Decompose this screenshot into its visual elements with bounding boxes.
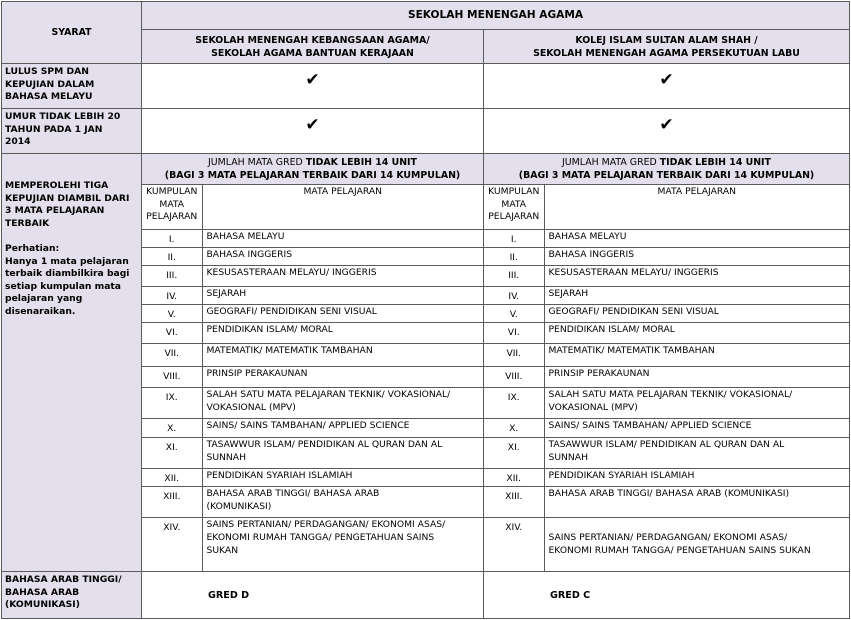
gred-rule-text: JUMLAH MATA GRED bbox=[562, 157, 660, 168]
subject-name bbox=[544, 322, 849, 343]
group-number: XII. bbox=[142, 468, 202, 486]
subject-name bbox=[202, 366, 483, 387]
subject-name bbox=[544, 343, 849, 366]
attention-line: pelajaran yang bbox=[5, 293, 83, 304]
subject-line: EKONOMI RUMAH TANGGA/ PENGETAHUAN SAINS SUKAN bbox=[548, 544, 811, 556]
subject-line: SUKAN bbox=[206, 544, 239, 556]
group-number: V. bbox=[142, 304, 202, 322]
requirements-table-page bbox=[1, 1, 849, 618]
gred-rule-text: JUMLAH MATA GRED bbox=[208, 157, 306, 168]
subject-name bbox=[202, 437, 483, 468]
group-number: I. bbox=[484, 229, 544, 247]
subject-row bbox=[484, 486, 849, 517]
subject-row bbox=[484, 517, 849, 571]
subject-row bbox=[142, 387, 483, 418]
school-type-2-line: SEKOLAH MENENGAH AGAMA PERSEKUTUAN LABU bbox=[533, 47, 800, 59]
kumpulan-header-line: MATA bbox=[501, 198, 527, 210]
subject-row bbox=[484, 343, 849, 366]
group-number: IX. bbox=[484, 387, 544, 418]
subject-line: BAHASA INGGERIS bbox=[548, 248, 635, 260]
subject-line: SAINS/ SAINS TAMBAHAN/ APPLIED SCIENCE bbox=[206, 419, 410, 431]
subject-line: MATEMATIK/ MATEMATIK TAMBAHAN bbox=[548, 344, 715, 356]
arabic-grade-col2: GRED C bbox=[484, 572, 850, 619]
spm-check-col2: ✔ bbox=[484, 64, 850, 109]
subject-row bbox=[142, 286, 483, 304]
group-number: VIII. bbox=[484, 366, 544, 387]
kumpulan-header-line: PELAJARAN bbox=[488, 211, 540, 222]
subject-line: PRINSIP PERAKAUNAN bbox=[206, 367, 308, 379]
group-number: VIII. bbox=[142, 366, 202, 387]
group-number: IX. bbox=[142, 387, 202, 418]
subjects-table-col1 bbox=[142, 185, 483, 571]
subject-line: EKONOMI RUMAH TANGGA/ PENGETAHUAN SAINS bbox=[206, 531, 435, 543]
group-number: III. bbox=[142, 265, 202, 286]
subject-name bbox=[202, 229, 483, 247]
kumpulan-header-line: PELAJARAN bbox=[146, 211, 198, 222]
subject-line: (KOMUNIKASI) bbox=[206, 500, 272, 512]
label-line: BAHASA ARAB bbox=[5, 586, 80, 598]
subject-line: SAINS PERTANIAN/ PERDAGANGAN/ EKONOMI ASAS/ bbox=[206, 518, 446, 530]
group-number: II. bbox=[484, 247, 544, 265]
attention-line: setiap kumpulan mata bbox=[5, 280, 122, 292]
subject-row bbox=[484, 265, 849, 286]
subject-name bbox=[544, 418, 849, 437]
kumpulan-header bbox=[484, 185, 544, 229]
subject-line: PENDIDIKAN SYARIAH ISLAMIAH bbox=[206, 469, 353, 481]
group-number: II. bbox=[142, 247, 202, 265]
subject-row bbox=[484, 322, 849, 343]
label-line: BAHASA ARAB TINGGI/ bbox=[5, 574, 122, 585]
syarat-header: SYARAT bbox=[2, 2, 142, 64]
school-type-2-line: KOLEJ ISLAM SULTAN ALAM SHAH / bbox=[575, 34, 758, 46]
subject-line: KESUSASTERAAN MELAYU/ INGGERIS bbox=[206, 266, 377, 278]
subject-name bbox=[202, 265, 483, 286]
subject-name bbox=[202, 387, 483, 418]
group-number: XI. bbox=[142, 437, 202, 468]
subject-row bbox=[142, 229, 483, 247]
requirements-table bbox=[1, 1, 850, 619]
subject-row bbox=[142, 418, 483, 437]
subject-row bbox=[142, 517, 483, 571]
subject-name bbox=[544, 247, 849, 265]
arabic-grade-col1: GRED D bbox=[142, 572, 484, 619]
credits-requirement-label bbox=[2, 154, 142, 572]
gred-rule-col2 bbox=[484, 154, 850, 185]
gred-rule-col1 bbox=[142, 154, 484, 185]
subject-line: PENDIDIKAN ISLAM/ MORAL bbox=[548, 323, 675, 335]
subject-line: PENDIDIKAN ISLAM/ MORAL bbox=[206, 323, 333, 335]
subject-line: VOKASIONAL (MPV) bbox=[206, 401, 296, 413]
subjects-col1 bbox=[142, 185, 484, 572]
subject-name bbox=[544, 229, 849, 247]
subject-row bbox=[142, 366, 483, 387]
subject-line: SUNNAH bbox=[548, 451, 588, 463]
gred-rule-sub: (BAGI 3 MATA PELAJARAN TERBAIK DARI 14 KUMPULAN) bbox=[518, 170, 815, 181]
subject-line: BAHASA MELAYU bbox=[206, 230, 285, 242]
subject-row bbox=[484, 247, 849, 265]
subject-line: SAINS PERTANIAN/ PERDAGANGAN/ EKONOMI ASAS/ bbox=[548, 531, 788, 543]
subject-name bbox=[202, 468, 483, 486]
label-line: KEPUJIAN DIAMBIL DARI bbox=[5, 192, 130, 204]
subject-row bbox=[142, 468, 483, 486]
subject-line: SAINS/ SAINS TAMBAHAN/ APPLIED SCIENCE bbox=[548, 419, 752, 431]
subject-row bbox=[484, 286, 849, 304]
group-number: XIII. bbox=[484, 486, 544, 517]
label-line: 2014 bbox=[5, 136, 31, 147]
subject-name bbox=[202, 517, 483, 571]
subject-row bbox=[142, 437, 483, 468]
subject-name bbox=[202, 418, 483, 437]
group-number: XIV. bbox=[142, 517, 202, 571]
group-number: IV. bbox=[142, 286, 202, 304]
label-line: TERBAIK bbox=[5, 217, 50, 229]
subject-line: SALAH SATU MATA PELAJARAN TEKNIK/ VOKASIONAL/ bbox=[206, 388, 451, 400]
subject-line: BAHASA INGGERIS bbox=[206, 248, 293, 260]
group-number: XIII. bbox=[142, 486, 202, 517]
group-number: XII. bbox=[484, 468, 544, 486]
subject-name bbox=[544, 437, 849, 468]
subject-name bbox=[544, 486, 849, 517]
subject-line: SALAH SATU MATA PELAJARAN TEKNIK/ VOKASIONAL/ bbox=[548, 388, 793, 400]
gred-rule-bold: TIDAK LEBIH 14 UNIT bbox=[659, 157, 771, 168]
subject-name bbox=[202, 322, 483, 343]
subject-line: BAHASA MELAYU bbox=[548, 230, 627, 242]
label-line: KEPUJIAN DALAM bbox=[5, 78, 95, 90]
label-line: MEMPEROLEHI TIGA bbox=[5, 180, 109, 191]
attention-line: Hanya 1 mata pelajaran bbox=[5, 255, 129, 267]
subject-name bbox=[202, 486, 483, 517]
subject-line: GEOGRAFI/ PENDIDIKAN SENI VISUAL bbox=[206, 305, 377, 317]
subject-row bbox=[484, 304, 849, 322]
label-line: LULUS SPM DAN bbox=[5, 66, 89, 77]
subject-row bbox=[484, 229, 849, 247]
subject-row bbox=[142, 486, 483, 517]
label-line: BAHASA MELAYU bbox=[5, 91, 93, 102]
subject-name bbox=[544, 517, 849, 571]
subject-name bbox=[544, 366, 849, 387]
subject-row bbox=[142, 343, 483, 366]
subject-row bbox=[142, 265, 483, 286]
subject-row bbox=[142, 304, 483, 322]
spm-requirement-label bbox=[2, 64, 142, 109]
subject-line: SEJARAH bbox=[206, 287, 247, 299]
attention-line: disenaraikan. bbox=[5, 305, 76, 317]
subjects-table-col2 bbox=[484, 185, 849, 571]
label-line: UMUR TIDAK LEBIH 20 bbox=[5, 111, 121, 122]
subject-row bbox=[484, 437, 849, 468]
spm-check-col1: ✔ bbox=[142, 64, 484, 109]
subject-row bbox=[484, 366, 849, 387]
gred-rule-sub: (BAGI 3 MATA PELAJARAN TERBAIK DARI 14 KUMPULAN) bbox=[164, 170, 461, 181]
subject-name bbox=[544, 304, 849, 322]
subject-line: TASAWWUR ISLAM/ PENDIDIKAN AL QURAN DAN AL bbox=[548, 438, 785, 450]
attention-title: Perhatian: bbox=[5, 243, 60, 254]
school-type-1-header bbox=[142, 30, 484, 64]
group-number: VII. bbox=[484, 343, 544, 366]
subject-line: SEJARAH bbox=[548, 287, 589, 299]
subject-name bbox=[544, 387, 849, 418]
subject-line: PRINSIP PERAKAUNAN bbox=[548, 367, 650, 379]
group-number: VII. bbox=[142, 343, 202, 366]
subject-line: BAHASA ARAB TINGGI/ BAHASA ARAB bbox=[206, 487, 380, 499]
subject-line: SUNNAH bbox=[206, 451, 246, 463]
group-number: IV. bbox=[484, 286, 544, 304]
group-number: XI. bbox=[484, 437, 544, 468]
subject-line: KESUSASTERAAN MELAYU/ INGGERIS bbox=[548, 266, 719, 278]
group-number: I. bbox=[142, 229, 202, 247]
kumpulan-header-line: KUMPULAN bbox=[488, 186, 540, 197]
subject-line bbox=[549, 518, 846, 531]
age-check-col1: ✔ bbox=[142, 109, 484, 154]
subject-name bbox=[544, 468, 849, 486]
subject-name bbox=[202, 286, 483, 304]
kumpulan-header-line: MATA bbox=[159, 198, 185, 210]
subject-name bbox=[544, 286, 849, 304]
subject-name bbox=[202, 304, 483, 322]
subject-line: TASAWWUR ISLAM/ PENDIDIKAN AL QURAN DAN AL bbox=[206, 438, 443, 450]
group-number: X. bbox=[142, 418, 202, 437]
group-number: V. bbox=[484, 304, 544, 322]
age-requirement-label bbox=[2, 109, 142, 154]
subject-row bbox=[142, 247, 483, 265]
school-type-1-line: SEKOLAH AGAMA BANTUAN KERAJAAN bbox=[211, 47, 414, 59]
kumpulan-header bbox=[142, 185, 202, 229]
subject-name bbox=[202, 343, 483, 366]
label-line: 3 MATA PELAJARAN bbox=[5, 205, 105, 216]
subject-line: MATEMATIK/ MATEMATIK TAMBAHAN bbox=[206, 344, 373, 356]
school-type-2-header bbox=[484, 30, 850, 64]
group-number: VI. bbox=[484, 322, 544, 343]
main-title: SEKOLAH MENENGAH AGAMA bbox=[142, 2, 850, 30]
gred-rule-bold: TIDAK LEBIH 14 UNIT bbox=[305, 157, 417, 168]
subject-line: GEOGRAFI/ PENDIDIKAN SENI VISUAL bbox=[548, 305, 719, 317]
label-line: (KOMUNIKASI) bbox=[5, 599, 80, 610]
group-number: III. bbox=[484, 265, 544, 286]
group-number: X. bbox=[484, 418, 544, 437]
subject-name bbox=[202, 247, 483, 265]
group-number: VI. bbox=[142, 322, 202, 343]
subject-line: BAHASA ARAB TINGGI/ BAHASA ARAB (KOMUNIKASI) bbox=[548, 487, 790, 499]
kumpulan-header-line: KUMPULAN bbox=[146, 186, 198, 197]
subject-row bbox=[484, 418, 849, 437]
subject-row bbox=[484, 468, 849, 486]
subject-row bbox=[142, 322, 483, 343]
attention-line: terbaik diambilkira bagi bbox=[5, 268, 130, 279]
school-type-1-line: SEKOLAH MENENGAH KEBANGSAAN AGAMA/ bbox=[195, 34, 430, 46]
label-line: TAHUN PADA 1 JAN bbox=[5, 123, 103, 135]
subject-line: VOKASIONAL (MPV) bbox=[548, 401, 638, 413]
subject-row bbox=[484, 387, 849, 418]
subjects-col2 bbox=[484, 185, 850, 572]
mata-pelajaran-header: MATA PELAJARAN bbox=[202, 185, 483, 229]
group-number: XIV. bbox=[484, 517, 544, 571]
subject-name bbox=[544, 265, 849, 286]
mata-pelajaran-header: MATA PELAJARAN bbox=[544, 185, 849, 229]
age-check-col2: ✔ bbox=[484, 109, 850, 154]
subject-line: PENDIDIKAN SYARIAH ISLAMIAH bbox=[548, 469, 695, 481]
arabic-requirement-label bbox=[2, 572, 142, 619]
